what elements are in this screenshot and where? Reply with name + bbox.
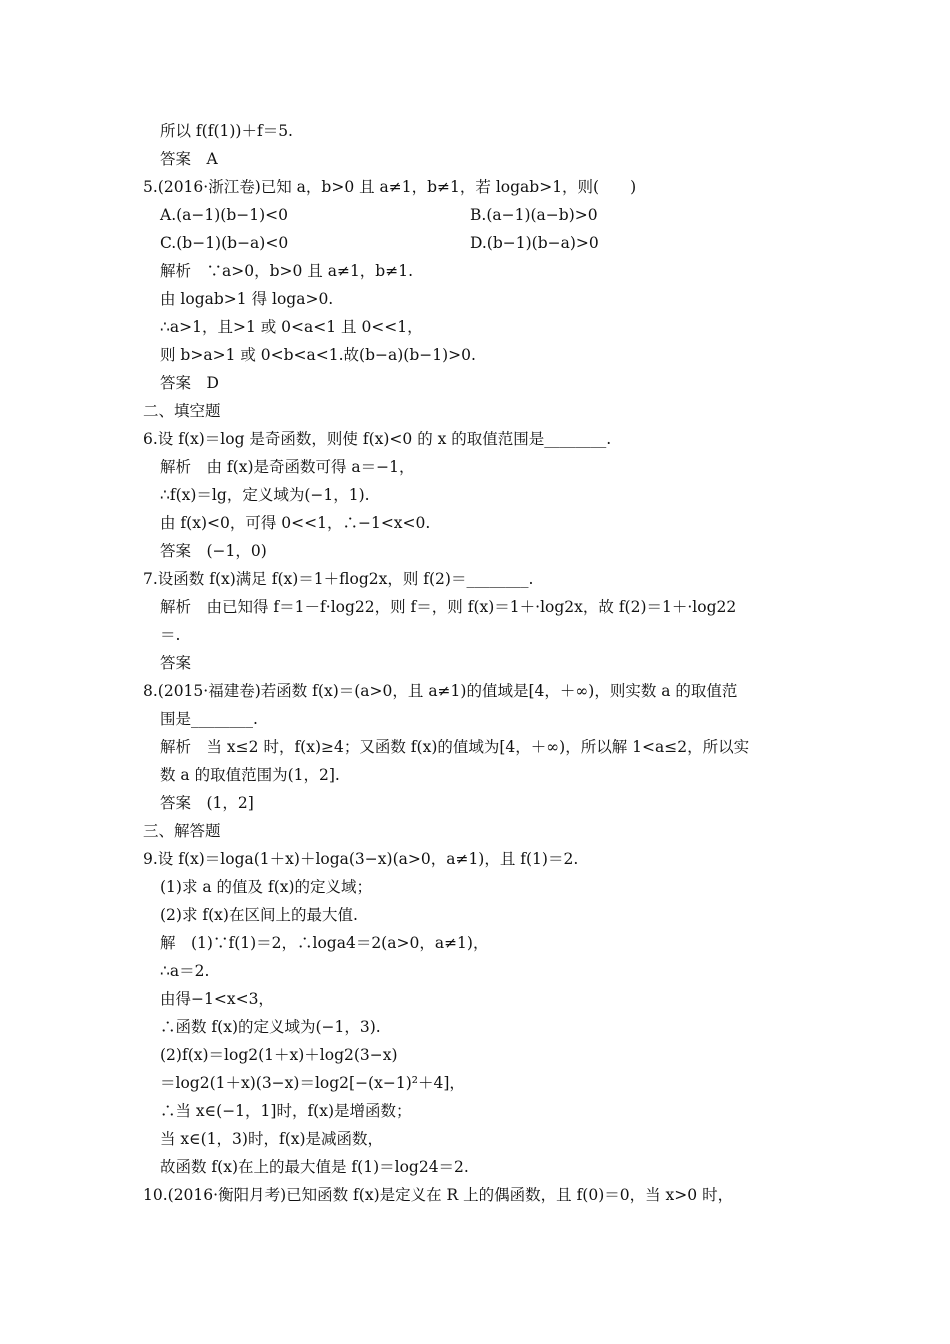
answer-line: 答案 A xyxy=(160,150,218,168)
text-line: 由 logab>1 得 loga>0. xyxy=(160,290,334,308)
question-8: 8.(2015·福建卷)若函数 f(x)＝(a>0，且 a≠1)的值域是[4，＋∞)，则实数 a 的取值范 xyxy=(143,682,738,700)
option-c: C.(b−1)(b−a)<0 xyxy=(160,234,289,252)
section-heading: 三、解答题 xyxy=(143,822,221,840)
text-line: (2)求 f(x)在区间上的最大值. xyxy=(160,906,358,924)
solution-line: 解 (1)∵f(1)＝2，∴loga4＝2(a>0，a≠1)， xyxy=(160,934,489,952)
text-line: (2)f(x)＝log2(1＋x)＋log2(3−x) xyxy=(160,1046,398,1064)
text-line: ∴当 x∈(−1，1]时，f(x)是增函数； xyxy=(160,1102,412,1120)
text-line: 数 a 的取值范围为(1，2]. xyxy=(160,766,340,784)
text-line: 所以 f(f(1))＋f＝5. xyxy=(160,122,293,140)
text-line: 由得−1<x<3， xyxy=(160,990,274,1008)
text-line: ∴a>1，且>1 或 0<a<1 且 0<<1， xyxy=(160,318,423,336)
answer-line: 答案 (1，2] xyxy=(160,794,254,812)
question-9: 9.设 f(x)＝loga(1＋x)＋loga(3−x)(a>0，a≠1)，且 f(1)＝2. xyxy=(143,850,579,868)
option-a: A.(a−1)(b−1)<0 xyxy=(160,206,289,224)
answer-line: 答案 D xyxy=(160,374,219,392)
text-line: ＝. xyxy=(160,626,181,644)
text-line: 故函数 f(x)在上的最大值是 f(1)＝log24＝2. xyxy=(160,1158,469,1176)
answer-line: 答案 (−1，0) xyxy=(160,542,267,560)
option-b: B.(a−1)(a−b)>0 xyxy=(470,206,598,224)
text-line: 由 f(x)<0，可得 0<<1，∴−1<x<0. xyxy=(160,514,431,532)
analysis-line: 解析 ∵a>0，b>0 且 a≠1，b≠1. xyxy=(160,262,414,280)
text-line: 则 b>a>1 或 0<b<a<1.故(b−a)(b−1)>0. xyxy=(160,346,476,364)
text-line: 当 x∈(1，3)时，f(x)是减函数， xyxy=(160,1130,384,1148)
text-line: ∴a＝2. xyxy=(160,962,210,980)
text-line: ∴函数 f(x)的定义域为(−1，3). xyxy=(160,1018,381,1036)
analysis-line: 解析 由 f(x)是奇函数可得 a＝−1， xyxy=(160,458,415,476)
text-line: (1)求 a 的值及 f(x)的定义域； xyxy=(160,878,373,896)
question-7: 7.设函数 f(x)满足 f(x)＝1＋flog2x，则 f(2)＝________. xyxy=(143,570,534,588)
question-6: 6.设 f(x)＝log 是奇函数，则使 f(x)<0 的 x 的取值范围是________. xyxy=(143,430,612,448)
text-line: ＝log2(1＋x)(3−x)＝log2[−(x−1)²＋4]， xyxy=(160,1074,465,1092)
analysis-line: 解析 当 x≤2 时，f(x)≥4；又函数 f(x)的值域为[4，＋∞)，所以解 1<a≤2，所以实 xyxy=(160,738,750,756)
analysis-line: 解析 由已知得 f＝1－f·log22，则 f＝，则 f(x)＝1＋·log2x，故 f(2)＝1＋·log22 xyxy=(160,598,737,616)
option-d: D.(b−1)(b−a)>0 xyxy=(470,234,599,252)
text-line: ∴f(x)＝lg，定义域为(−1，1). xyxy=(160,486,370,504)
question-10: 10.(2016·衡阳月考)已知函数 f(x)是定义在 R 上的偶函数，且 f(0)＝0，当 x>0 时， xyxy=(143,1186,734,1204)
answer-line: 答案 xyxy=(160,654,192,672)
question-5: 5.(2016·浙江卷)已知 a，b>0 且 a≠1，b≠1，若 logab>1，则( ) xyxy=(143,178,637,196)
section-heading: 二、填空题 xyxy=(143,402,221,420)
text-line: 围是________. xyxy=(160,710,258,728)
